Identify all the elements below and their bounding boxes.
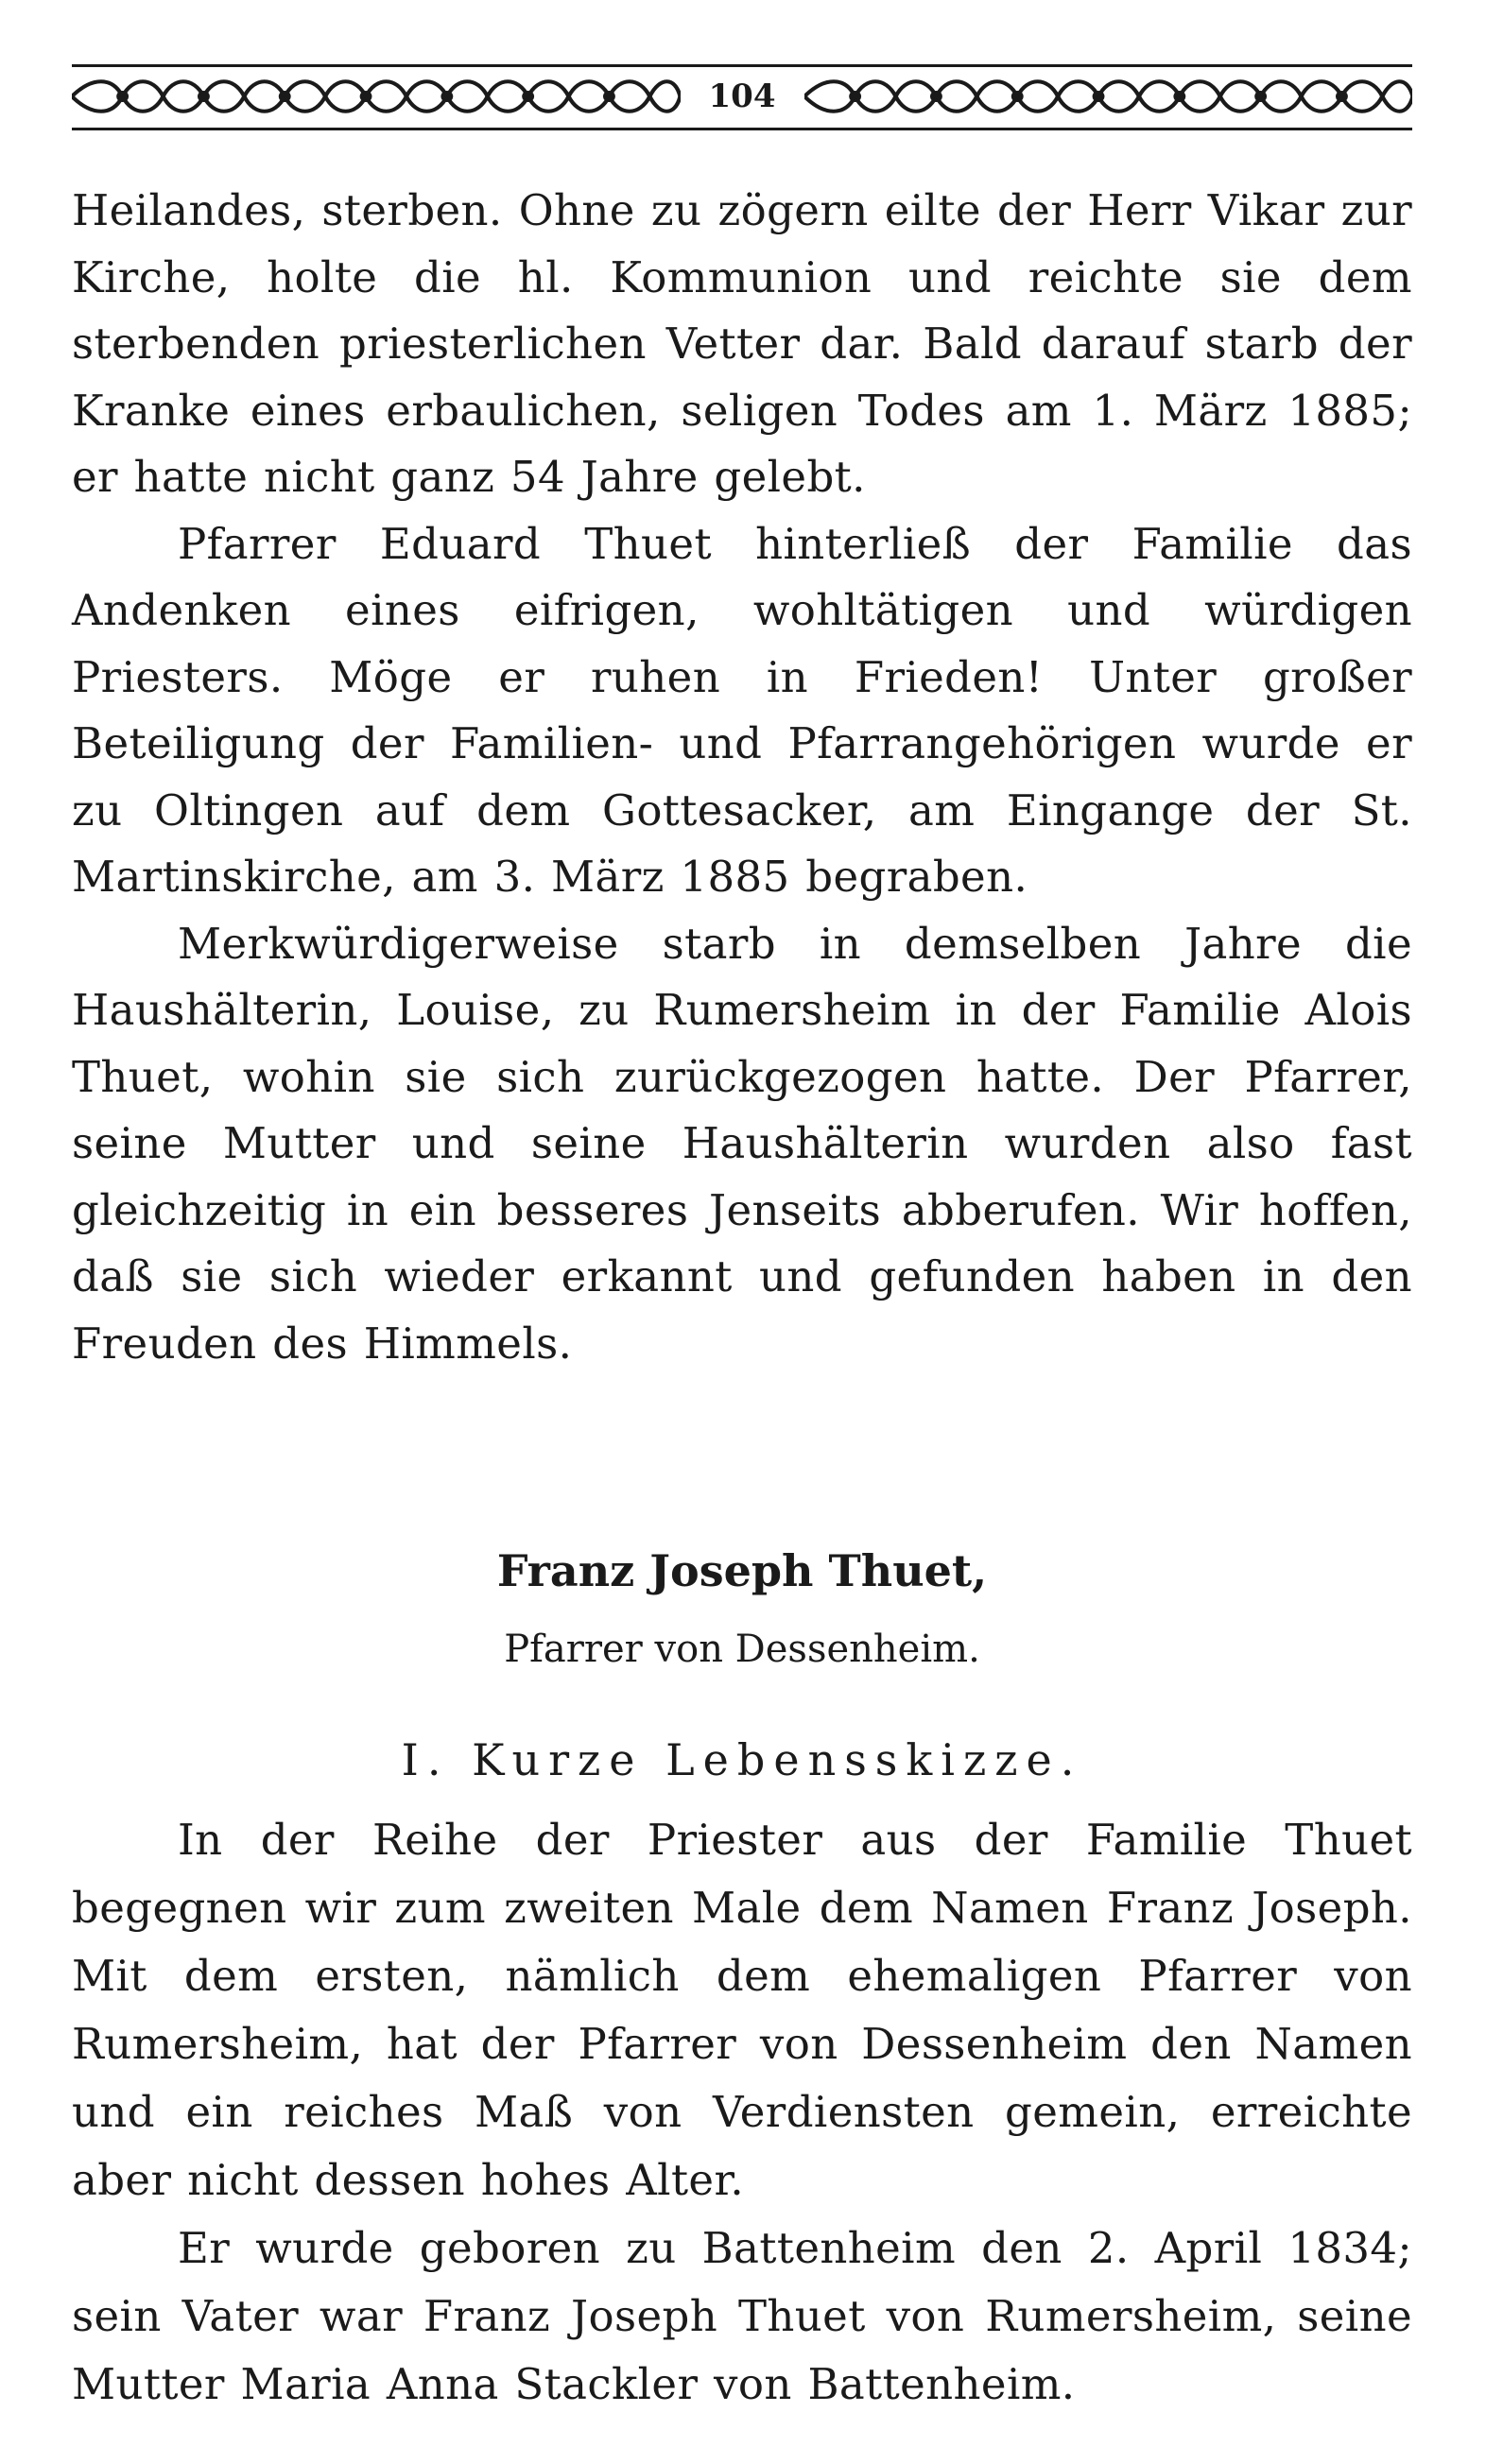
header-rule-bottom [72,128,1412,130]
header-rule-top [72,64,1412,67]
body-text-top [72,178,1412,1377]
paragraph: Pfarrer Eduard Thuet hinterließ der Familie das Andenken eines eifrigen, wohltätigen und würdigen Priesters. Möge er ruhen in Frieden! Unter großer Beteiligung der Familien- und Pfarrangehörigen wurde er zu Oltingen auf dem Gottesacker, am Eingange der St. Martinskirche, am 3. März 1885 begraben. [72,518,1412,902]
paragraph: In der Reihe der Priester aus der Familie Thuet begegnen wir zum zweiten Male dem Namen Franz Joseph. Mit dem ersten, nämlich dem ehemaligen Pfarrer von Rumersheim, hat der Pfarrer von Dessenheim den Namen und ein reiches Maß von Verdiensten gemein, erreichte aber nicht dessen hohes Alter. [72,1815,1412,2205]
page-number: 104 [708,78,776,115]
section-subtitle: Pfarrer von Dessenheim. [504,1628,980,1671]
chapter-title: I. Kurze Lebensskizze. [401,1734,1083,1785]
section-heading [72,1538,1412,1793]
paragraph-continuation: Heilandes, sterben. Ohne zu zögern eilte der Herr Vikar zur Kirche, holte die hl. Kommunion und reichte sie dem sterbenden priesterlichen Vetter dar. Bald darauf starb der Kranke eines erbaulichen, seligen Todes am 1. März 1885; er hatte nicht ganz 54 Jahre gelebt. [72,185,1412,502]
scroll-ornament-right-icon [804,69,1413,124]
body-text-bottom [72,1806,1412,2419]
paragraph: Merkwürdigerweise starb in demselben Jahre die Haushälterin, Louise, zu Rumersheim in der Familie Alois Thuet, wohin sie sich zurückgezogen hatte. Der Pfarrer, seine Mutter und seine Haushälterin wurden also fast gleichzeitig in ein besseres Jenseits abberufen. Wir hoffen, daß sie sich wieder erkannt und gefunden haben in den Freuden des Himmels. [72,918,1412,1369]
section-title: Franz Joseph Thuet, [496,1545,988,1596]
book-page [72,57,1412,2419]
scroll-ornament-left-icon [72,69,681,124]
paragraph: Er wurde geboren zu Battenheim den 2. April 1834; sein Vater war Franz Joseph Thuet von Rumersheim, seine Mutter Maria Anna Stackler von Battenheim. [72,2223,1412,2409]
page-header [72,57,1412,136]
